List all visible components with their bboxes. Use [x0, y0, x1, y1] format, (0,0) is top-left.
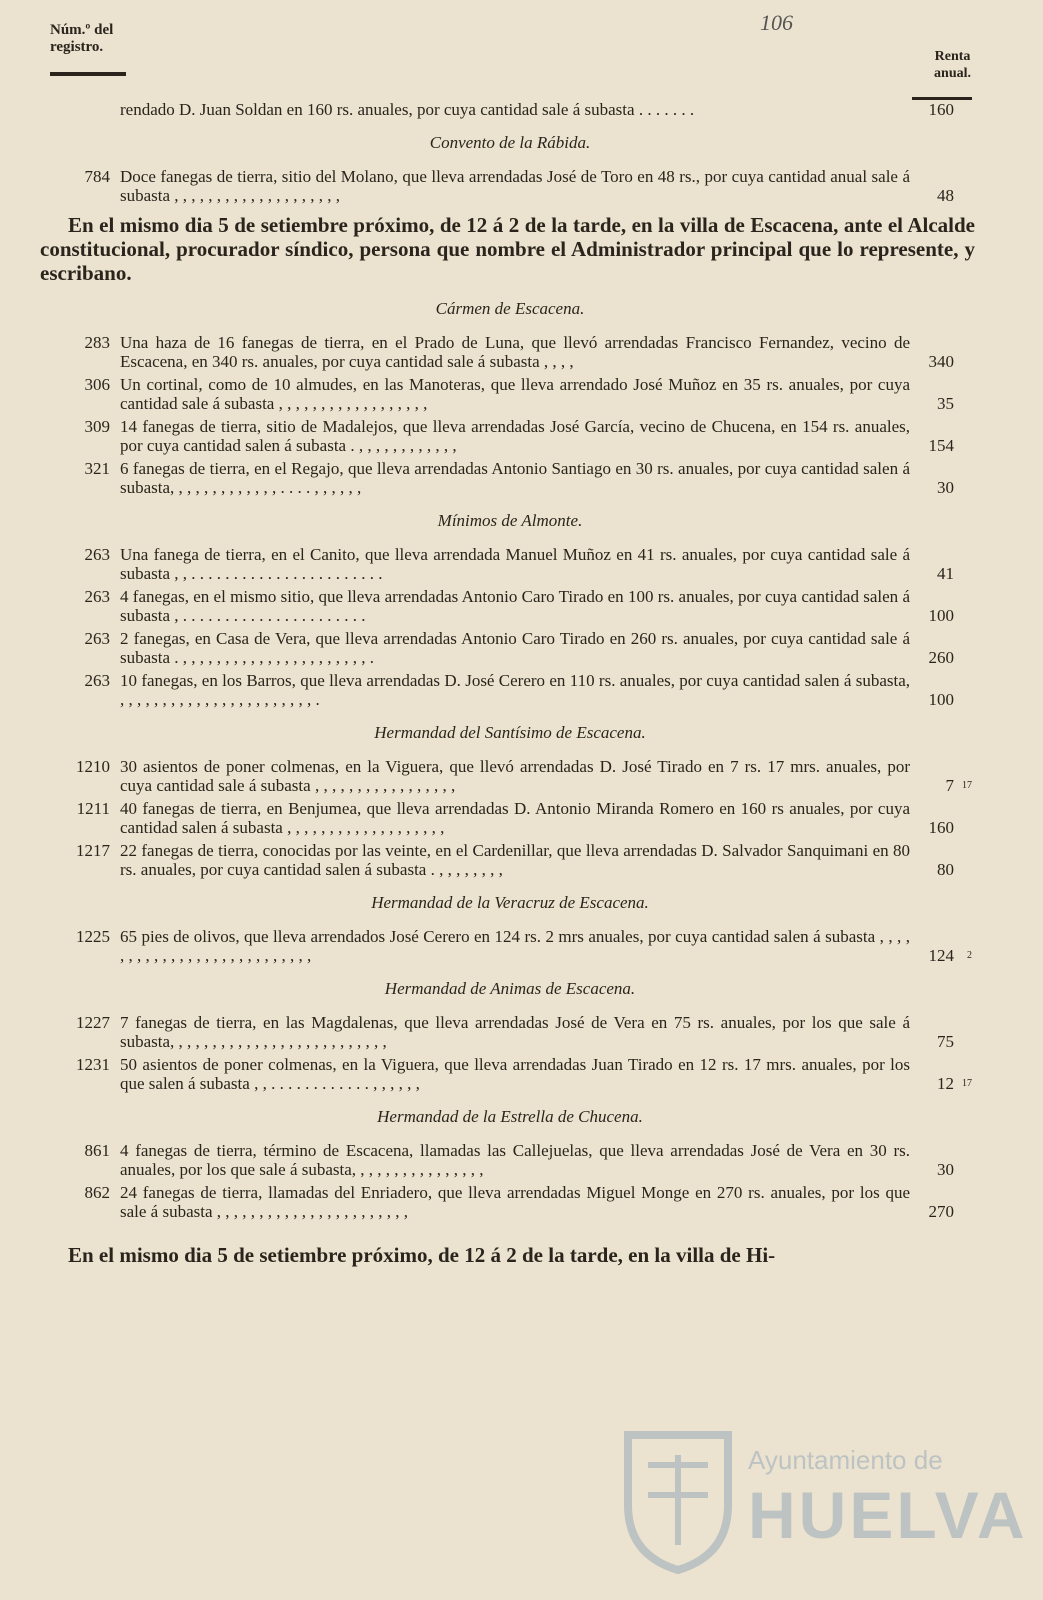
entry-number: 283	[84, 333, 110, 352]
entry-number: 861	[84, 1141, 110, 1160]
list-item	[40, 1055, 980, 1093]
entry-number: 321	[84, 459, 110, 478]
entry-rent: 41	[937, 564, 954, 583]
watermark-logo	[618, 1425, 1028, 1575]
entry-number: 862	[84, 1183, 110, 1202]
entry-text: 10 fanegas, en los Barros, que lleva arrendadas D. José Cerero en 110 rs. anuales, por cuya cantidad salen á subasta, , , , , , , , , , , , , , , , , , , , , , , , .	[120, 671, 910, 709]
entry-rent: 100	[928, 690, 954, 709]
list-item	[40, 671, 980, 709]
section-title: Convento de la Rábida.	[429, 133, 591, 152]
section-title: Hermandad de la Veracruz de Escacena.	[371, 893, 649, 912]
folio-number: 106	[760, 10, 793, 35]
section-title: Hermandad de Animas de Escacena.	[384, 979, 636, 998]
entry-number: 1217	[76, 841, 110, 860]
annual-rent-header	[934, 48, 971, 82]
entry-rent: 48	[937, 186, 954, 205]
entry-rent: 75	[937, 1032, 954, 1051]
entry-rent	[894, 1074, 972, 1093]
entry-rent	[894, 946, 972, 965]
entry-rent: 30	[937, 478, 954, 497]
list-item	[40, 545, 980, 583]
section-title: Mínimos de Almonte.	[437, 511, 583, 530]
entry-number: 1231	[76, 1055, 110, 1074]
list-item	[40, 1141, 980, 1179]
shield-icon	[618, 1425, 738, 1575]
list-item	[40, 333, 980, 371]
entry-text: 2 fanegas, en Casa de Vera, que lleva arrendadas Antonio Caro Tirado en 260 rs. anuales, por cuya cantidad sale á subasta . , , , , , , , , , , , , , , , , , , , , , , .	[120, 629, 910, 667]
list-item	[40, 375, 980, 413]
list-item	[40, 799, 980, 837]
entry-rent: 80	[937, 860, 954, 879]
rent-value: 12	[937, 1074, 954, 1093]
entry-rent: 160	[928, 818, 954, 837]
entry-number: 1225	[76, 927, 110, 946]
rent-fraction: 2	[967, 950, 972, 961]
entry-rent: 340	[928, 352, 954, 371]
list-item	[40, 927, 980, 965]
entry-text: 40 fanegas de tierra, en Benjumea, que lleva arrendadas D. Antonio Miranda Romero en 160 rs anuales, por cuya cantidad salen á subasta , , , , , , , , , , , , , , , , , , ,	[120, 799, 910, 837]
auction-announcement-continued: En el mismo dia 5 de setiembre próximo, de 12 á 2 de la tarde, en la villa de Hi-	[68, 1243, 776, 1267]
entry-number: 784	[84, 167, 110, 186]
list-item	[40, 1183, 980, 1221]
list-item	[40, 757, 980, 795]
entry-text: Una fanega de tierra, en el Canito, que lleva arrendada Manuel Muñoz en 41 rs. anuales, por cuya cantidad sale á subasta , , . . . . . . . . . . . . . . . . . . . . . . .	[120, 545, 910, 583]
entry-text: 4 fanegas de tierra, término de Escacena, llamadas las Callejuelas, que lleva arrendadas José de Vera en 30 rs. anuales, por los que sale á subasta, , , , , , , , , , , , , , , ,	[120, 1141, 910, 1179]
entry-text: 30 asientos de poner colmenas, en la Viguera, que llevó arrendadas D. José Tirado en 7 rs. 17 mrs. anuales, por cuya cantidad sale á subasta , , , , , , , , , , , , , , , , ,	[120, 757, 910, 795]
entry-rent: 260	[928, 648, 954, 667]
entry-text: 6 fanegas de tierra, en el Regajo, que lleva arrendadas Antonio Santiago en 30 rs. anuales, por cuya cantidad salen á subasta, , , , , , , , , , , , , . . . . , , , , , ,	[120, 459, 910, 497]
rent-value: 7	[945, 776, 954, 795]
entry-text: 22 fanegas de tierra, conocidas por las veinte, en el Cardenillar, que lleva arrendadas D. Salvador Sanquimani en 80 rs. anuales, por cuya cantidad salen á subasta . , , , , , , , ,	[120, 841, 910, 879]
entry-text: 50 asientos de poner colmenas, en la Viguera, que lleva arrendadas Juan Tirado en 12 rs. 17 mrs. anuales, por los que salen á subasta , , . . . . . . . . . . . . , , , , , ,	[120, 1055, 910, 1093]
entry-rent: 30	[937, 1160, 954, 1179]
watermark-line2: HUELVA	[748, 1478, 1028, 1552]
entry-text: 24 fanegas de tierra, llamadas del Enriadero, que lleva arrendadas Miguel Monge en 270 rs. anuales, por los que sale á subasta , , , , , , , , , , , , , , , , , , , , , , ,	[120, 1183, 910, 1221]
header-right-line1: Renta	[934, 49, 971, 64]
rent-fraction: 17	[962, 1078, 972, 1089]
section-title: Hermandad del Santísimo de Escacena.	[374, 723, 646, 742]
list-item	[40, 841, 980, 879]
section-title: Cármen de Escacena.	[435, 299, 585, 318]
list-item	[40, 1013, 980, 1051]
entry-rent: 35	[937, 394, 954, 413]
entry-rent	[894, 776, 972, 795]
rent-value: 124	[928, 946, 954, 965]
header-rule	[50, 72, 126, 76]
entry-number: 263	[84, 629, 110, 648]
document-body	[40, 100, 980, 1277]
list-item	[40, 417, 980, 455]
entry-number: 263	[84, 671, 110, 690]
auction-announcement: En el mismo dia 5 de setiembre próximo, de 12 á 2 de la tarde, en la villa de Escacena, ante el Alcalde constitucional, procurador síndico, persona que nombre el Administrador principal que lo represente, y escribano.	[40, 213, 975, 285]
entry-text: Un cortinal, como de 10 almudes, en las Manoteras, que lleva arrendado José Muñoz en 35 rs. anuales, por cuya cantidad sale á subasta , , , , , , , , , , , , , , , , , ,	[120, 375, 910, 413]
entry-rent: 270	[928, 1202, 954, 1221]
entry-number: 306	[84, 375, 110, 394]
list-item	[40, 459, 980, 497]
entry-text: 7 fanegas de tierra, en las Magdalenas, que lleva arrendadas José de Vera en 75 rs. anuales, por los que sale á subasta, , , , , , , , , , , , , , , , , , , , , , , , , ,	[120, 1013, 910, 1051]
entry-text: 65 pies de olivos, que lleva arrendados José Cerero en 124 rs. 2 mrs anuales, por cuya cantidad salen á subasta , , , , , , , , , , , , , , , , , , , , , , , , , , ,	[120, 927, 910, 965]
entry-rent: 154	[928, 436, 954, 455]
list-item	[40, 629, 980, 667]
entry-text: Doce fanegas de tierra, sitio del Molano, que lleva arrendadas José de Toro en 48 rs., por cuya cantidad anual sale á subasta , , , , , , , , , , , , , , , , , , , ,	[120, 167, 910, 205]
entry-number: 1211	[76, 799, 110, 818]
entry-text: rendado D. Juan Soldan en 160 rs. anuales, por cuya cantidad sale á subasta . . . . . . .	[120, 100, 695, 119]
list-item	[40, 100, 980, 119]
watermark-line1: Ayuntamiento de	[748, 1445, 943, 1475]
entry-number: 1227	[76, 1013, 110, 1032]
register-number-header	[50, 22, 113, 56]
entry-rent: 100	[928, 606, 954, 625]
entry-number: 309	[84, 417, 110, 436]
entry-text: 14 fanegas de tierra, sitio de Madalejos, que lleva arrendadas José García, vecino de Chucena, en 154 rs. anuales, por cuya cantidad salen á subasta . , , , , , , , , , , , ,	[120, 417, 910, 455]
entry-number: 263	[84, 545, 110, 564]
header-left-line1: Núm.º del	[50, 22, 114, 38]
header-right-line2: anual.	[934, 66, 971, 81]
rent-fraction: 17	[962, 780, 972, 791]
entry-number: 263	[84, 587, 110, 606]
entry-text: 4 fanegas, en el mismo sitio, que lleva arrendadas Antonio Caro Tirado en 100 rs. anuales, por cuya cantidad salen á subasta , . . . . . . . . . . . . . . . . . . . . . .	[120, 587, 910, 625]
list-item	[40, 587, 980, 625]
section-title: Hermandad de la Estrella de Chucena.	[377, 1107, 643, 1126]
entry-text: Una haza de 16 fanegas de tierra, en el Prado de Luna, que llevó arrendadas Francisco Fernandez, vecino de Escacena, en 340 rs. anuales, por cuya cantidad sale á subasta , , , ,	[120, 333, 910, 371]
header-left-line2: registro.	[50, 39, 104, 55]
entry-number: 1210	[76, 757, 110, 776]
list-item	[40, 167, 980, 205]
entry-rent: 160	[928, 100, 954, 119]
